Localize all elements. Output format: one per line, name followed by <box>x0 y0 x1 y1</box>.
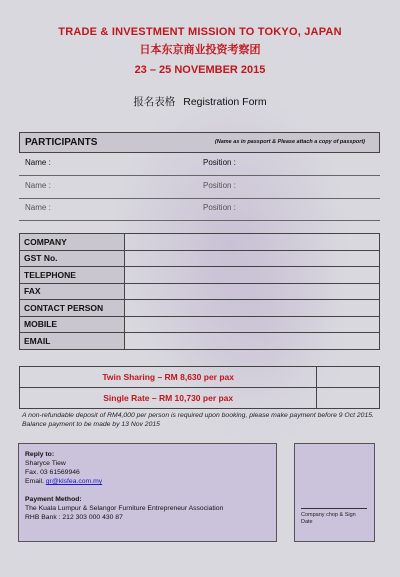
payment-heading: Payment Method: <box>25 496 82 503</box>
mission-dates: 23 – 25 NOVEMBER 2015 <box>134 64 266 76</box>
reply-email-label: Email. <box>25 478 44 485</box>
reply-email-line <box>25 477 223 486</box>
participant-position-label: Position : <box>203 203 236 212</box>
company-field[interactable] <box>125 234 380 251</box>
payment-bank: RHB Bank : 212 303 000 430 87 <box>25 514 123 521</box>
participant-position-label: Position : <box>203 158 236 167</box>
mission-title: TRADE & INVESTMENT MISSION TO TOKYO, JAPAN <box>58 26 342 38</box>
participant-name-label: Name : <box>25 158 51 167</box>
signature-chop-label: Company chop & Sign <box>301 512 356 518</box>
participant-name-label: Name : <box>25 181 51 190</box>
telephone-field[interactable] <box>125 267 380 284</box>
company-label: COMPANY <box>20 234 125 251</box>
participant-row[interactable] <box>19 198 380 221</box>
telephone-label: TELEPHONE <box>20 267 125 284</box>
participants-note: (Name as in passport & Please attach a copy of passport) <box>214 139 365 145</box>
participant-row[interactable] <box>19 153 380 176</box>
form-title <box>0 94 400 109</box>
participants-label: PARTICIPANTS <box>25 137 98 148</box>
email-field[interactable] <box>125 333 380 350</box>
reply-name: Sharyce Tiew <box>25 460 66 467</box>
reply-email-link[interactable]: gr@klsfea.com.my <box>45 478 103 485</box>
company-details-table <box>19 233 380 350</box>
twin-sharing-option: Twin Sharing – RM 8,630 per pax <box>20 367 317 388</box>
deposit-note: A non-refundable deposit of RM4,000 per person is required upon booking, please make payment before 9 Oct 2015. Balance payment to be made by 13 Nov 2015 <box>22 412 374 428</box>
mobile-label: MOBILE <box>20 316 125 333</box>
pricing-table <box>19 366 380 409</box>
fax-field[interactable] <box>125 283 380 300</box>
gst-label: GST No. <box>20 250 125 267</box>
gst-field[interactable] <box>125 250 380 267</box>
contact-person-label: CONTACT PERSON <box>20 300 125 317</box>
twin-sharing-checkbox[interactable] <box>317 367 380 388</box>
participants-section <box>19 132 380 220</box>
form-title-english: Registration Form <box>183 96 267 108</box>
single-rate-option: Single Rate – RM 10,730 per pax <box>20 388 317 409</box>
email-label: EMAIL <box>20 333 125 350</box>
participant-name-label: Name : <box>25 203 51 212</box>
form-title-chinese: 报名表格 <box>133 96 176 108</box>
mobile-field[interactable] <box>125 316 380 333</box>
participant-position-label: Position : <box>203 181 236 190</box>
payment-payee: The Kuala Lumpur & Selangor Furniture Entrepreneur Association <box>25 505 224 512</box>
signature-date-label: Date <box>301 519 313 525</box>
signature-caption <box>301 512 356 526</box>
reply-box <box>18 443 277 542</box>
fax-label: FAX <box>20 283 125 300</box>
signature-line <box>301 508 367 509</box>
contact-person-field[interactable] <box>125 300 380 317</box>
single-rate-checkbox[interactable] <box>317 388 380 409</box>
mission-title-chinese: 日本东京商业投资考察团 <box>139 43 261 56</box>
participants-header <box>19 132 380 153</box>
reply-heading: Reply to: <box>25 451 55 458</box>
reply-fax: Fax. 03 61569946 <box>25 469 80 476</box>
participant-row[interactable] <box>19 176 380 199</box>
signature-box[interactable] <box>294 443 375 542</box>
